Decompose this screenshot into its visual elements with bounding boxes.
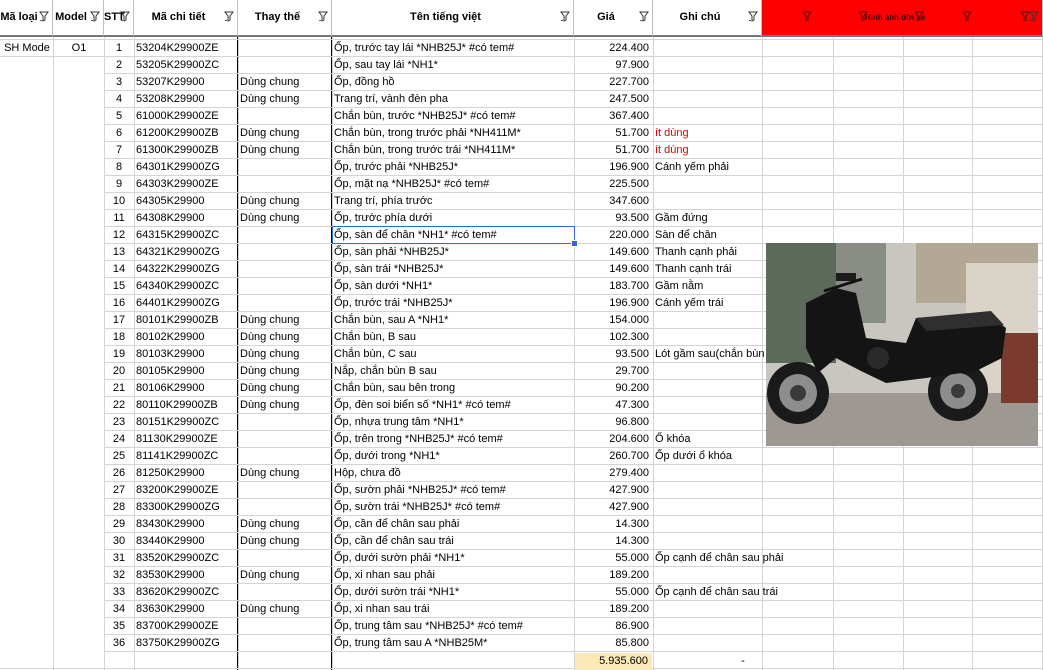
replacement-cell[interactable]: Dùng chung (240, 144, 300, 156)
stt-cell[interactable]: 14 (112, 263, 126, 275)
part-code-cell[interactable]: 80101K29900ZB (136, 314, 219, 326)
stt-cell[interactable]: 18 (112, 331, 126, 343)
part-code-cell[interactable]: 53207K29900 (136, 76, 205, 88)
stt-cell[interactable]: 17 (112, 314, 126, 326)
price-cell[interactable]: 247.500 (609, 93, 649, 105)
replacement-cell[interactable] (238, 40, 332, 57)
filter-dropdown-icon[interactable] (962, 10, 972, 22)
replacement-cell[interactable]: Dùng chung (240, 382, 300, 394)
part-code-cell[interactable]: 64301K29900ZG (136, 161, 220, 173)
header-ma-chi-tiet[interactable] (134, 0, 238, 37)
price-cell[interactable]: 102.300 (609, 331, 649, 343)
note-cell[interactable]: Thanh cạnh phải (655, 246, 737, 258)
note-cell[interactable] (653, 40, 823, 57)
part-name-cell[interactable]: Ốp, nhựa trung tâm *NH1* (334, 416, 464, 428)
replacement-cell[interactable] (238, 261, 332, 278)
stt-cell[interactable]: 2 (115, 59, 123, 71)
part-name-cell[interactable]: Ốp, xi nhan sau trái (334, 603, 430, 615)
part-name-cell[interactable]: Chắn bùn, C sau (334, 348, 417, 360)
stt-cell[interactable]: 35 (112, 620, 126, 632)
stt-cell[interactable]: 33 (112, 586, 126, 598)
note-cell[interactable]: Ốp cạnh để chân sau phải (655, 552, 784, 564)
stt-cell[interactable]: 21 (112, 382, 126, 394)
part-code-cell[interactable]: 80110K29900ZB (136, 399, 218, 411)
filter-dropdown-icon[interactable] (748, 10, 758, 22)
note-cell[interactable]: Cánh yếm trái (655, 297, 724, 309)
price-cell[interactable]: 189.200 (609, 569, 649, 581)
note-cell[interactable]: Sàn để chân (655, 229, 717, 241)
note-cell[interactable] (653, 618, 823, 635)
total-price-cell[interactable]: 5.935.600 (599, 655, 648, 667)
stt-cell[interactable]: 7 (115, 144, 123, 156)
price-cell[interactable]: 51.700 (615, 127, 649, 139)
stt-cell[interactable]: 15 (112, 280, 126, 292)
replacement-cell[interactable] (238, 431, 332, 448)
part-name-cell[interactable]: Chắn bùn, trong trước trái *NH411M* (334, 144, 516, 156)
stt-cell[interactable]: 23 (112, 416, 126, 428)
replacement-cell[interactable] (238, 159, 332, 176)
part-code-cell[interactable]: 81250K29900 (136, 467, 205, 479)
filter-dropdown-icon[interactable] (39, 10, 49, 22)
replacement-cell[interactable] (238, 295, 332, 312)
replacement-cell[interactable] (238, 618, 332, 635)
part-code-cell[interactable]: 83750K29900ZG (136, 637, 220, 649)
replacement-cell[interactable] (238, 57, 332, 74)
part-name-cell[interactable]: Ốp, dưới sườn trái *NH1* (334, 586, 460, 598)
header-label: Ghi chú (679, 11, 721, 23)
note-cell[interactable] (653, 533, 823, 550)
price-cell[interactable]: 96.800 (615, 416, 649, 428)
part-code-cell[interactable]: 53208K29900 (136, 93, 205, 105)
part-name-cell[interactable]: Ốp, đèn soi biển số *NH1* #có tem# (334, 399, 511, 411)
filter-dropdown-icon[interactable] (318, 10, 328, 22)
note-cell[interactable] (653, 108, 823, 125)
stt-cell[interactable]: 11 (113, 212, 125, 224)
part-code-cell[interactable]: 64305K29900 (136, 195, 205, 207)
note-cell[interactable] (653, 193, 823, 210)
filter-dropdown-icon[interactable] (90, 10, 100, 22)
header-ma-loai[interactable] (0, 0, 53, 37)
header-label: Tên tiếng việt (410, 11, 481, 23)
stt-cell[interactable]: 29 (112, 518, 126, 530)
part-code-cell[interactable]: 81141K29900ZC (136, 450, 219, 462)
price-cell[interactable]: 427.900 (609, 501, 649, 513)
note-cell[interactable] (653, 74, 823, 91)
part-name-cell[interactable]: Ốp, dưới trong *NH1* (334, 450, 440, 462)
stt-cell[interactable]: 16 (112, 297, 126, 309)
stt-cell[interactable]: 8 (115, 161, 123, 173)
price-cell[interactable]: 51.700 (615, 144, 649, 156)
header-model[interactable] (53, 0, 104, 37)
part-name-cell[interactable]: Ốp, sàn để chân *NH1* #có tem# (334, 229, 497, 241)
part-name-cell[interactable]: Ốp, trước phải *NHB25J* (334, 161, 459, 173)
filter-dropdown-icon[interactable] (802, 10, 812, 22)
replacement-cell[interactable] (238, 482, 332, 499)
stt-cell[interactable]: 19 (112, 348, 126, 360)
price-cell[interactable]: 260.700 (609, 450, 649, 462)
price-cell[interactable]: 90.200 (615, 382, 649, 394)
stt-cell[interactable]: 5 (115, 110, 123, 122)
price-cell[interactable]: 347.600 (609, 195, 649, 207)
note-cell[interactable] (653, 57, 823, 74)
note-cell[interactable] (653, 635, 823, 652)
header-ten-tieng-viet[interactable] (332, 0, 574, 37)
replacement-cell[interactable]: Dùng chung (240, 76, 300, 88)
price-cell[interactable]: 227.700 (609, 76, 649, 88)
note-cell[interactable] (653, 601, 823, 618)
part-code-cell[interactable]: 80105K29900 (136, 365, 205, 377)
price-cell[interactable]: 14.300 (615, 518, 649, 530)
header-hinh-anh[interactable] (762, 0, 1043, 37)
price-cell[interactable]: 86.900 (615, 620, 649, 632)
replacement-cell[interactable] (238, 108, 332, 125)
filter-dropdown-icon[interactable] (1020, 10, 1030, 22)
part-name-cell[interactable]: Ốp, sau tay lái *NH1* (334, 59, 438, 71)
replacement-cell[interactable]: Dùng chung (240, 603, 300, 615)
selected-cell-outline (332, 226, 575, 244)
row-gridline (0, 668, 1043, 669)
part-name-cell[interactable]: Trang trí, vành đèn pha (334, 93, 448, 105)
replacement-cell[interactable]: Dùng chung (240, 569, 300, 581)
replacement-cell[interactable]: Dùng chung (240, 535, 300, 547)
note-cell[interactable]: Lót gầm sau(chắn bùn (655, 348, 765, 360)
replacement-cell[interactable] (238, 499, 332, 516)
total-dash-cell[interactable]: - (741, 655, 745, 667)
price-cell[interactable]: 367.400 (609, 110, 649, 122)
part-name-cell[interactable]: Ốp, sườn trái *NHB25J* #có tem# (334, 501, 501, 513)
price-cell[interactable]: 225.500 (609, 178, 649, 190)
note-cell[interactable] (653, 91, 823, 108)
note-cell[interactable] (653, 567, 823, 584)
note-cell[interactable]: Gầm nằm (655, 280, 704, 292)
header-label: Model (55, 11, 87, 23)
part-code-cell[interactable]: 53204K29900ZE (136, 42, 219, 54)
part-code-cell[interactable]: 80102K29900 (136, 331, 205, 343)
header-thay-the[interactable] (238, 0, 332, 37)
replacement-cell[interactable]: Dùng chung (240, 348, 300, 360)
price-cell[interactable]: 97.900 (615, 59, 649, 71)
stt-cell[interactable]: 24 (112, 433, 126, 445)
part-name-cell[interactable]: Hộp, chưa đồ (334, 467, 401, 479)
header-stt[interactable] (104, 0, 134, 37)
price-cell[interactable]: 196.900 (609, 161, 649, 173)
replacement-cell[interactable]: Dùng chung (240, 212, 300, 224)
price-cell[interactable]: 279.400 (609, 467, 649, 479)
part-code-cell[interactable]: 53205K29900ZC (136, 59, 220, 71)
note-cell[interactable]: Ổ khóa (655, 433, 691, 445)
replacement-cell[interactable] (238, 448, 332, 465)
part-name-cell[interactable]: Ốp, sàn dưới *NH1* (334, 280, 433, 292)
part-code-cell[interactable]: 61200K29900ZB (136, 127, 219, 139)
stt-cell[interactable]: 30 (112, 535, 126, 547)
stt-cell[interactable]: 9 (115, 178, 123, 190)
header-label: Hình ảnh đời xe (864, 13, 926, 22)
replacement-cell[interactable]: Dùng chung (240, 399, 300, 411)
note-cell[interactable]: ít dùng (655, 144, 689, 156)
price-cell[interactable]: 154.000 (609, 314, 649, 326)
header-gia[interactable] (574, 0, 653, 37)
replacement-cell[interactable]: Dùng chung (240, 127, 300, 139)
fill-handle[interactable] (571, 240, 578, 247)
stt-cell[interactable]: 34 (112, 603, 126, 615)
part-name-cell[interactable]: Nắp, chắn bùn B sau (334, 365, 437, 377)
part-name-cell[interactable]: Ốp, sàn phải *NHB25J* (334, 246, 449, 258)
header-label: Thay thế (254, 11, 301, 23)
price-cell[interactable]: 47.300 (615, 399, 649, 411)
part-code-cell[interactable]: 64315K29900ZC (136, 229, 220, 241)
part-name-cell[interactable]: Chắn bùn, trước *NHB25J* #có tem# (334, 110, 516, 122)
note-cell[interactable]: ít dùng (655, 127, 689, 139)
price-cell[interactable]: 196.900 (609, 297, 649, 309)
part-code-cell[interactable]: 83440K29900 (136, 535, 205, 547)
part-name-cell[interactable]: Ốp, trung tâm sau *NHB25J* #có tem# (334, 620, 523, 632)
part-name-cell[interactable]: Ốp, trước phía dưới (334, 212, 433, 224)
part-code-cell[interactable]: 64340K29900ZC (136, 280, 220, 292)
price-cell[interactable]: 55.000 (615, 552, 649, 564)
price-cell[interactable]: 189.200 (609, 603, 649, 615)
filter-dropdown-icon[interactable] (858, 10, 868, 22)
part-code-cell[interactable]: 61300K29900ZB (136, 144, 219, 156)
part-code-cell[interactable]: 80106K29900 (136, 382, 205, 394)
part-code-cell[interactable]: 80151K29900ZC (136, 416, 220, 428)
stt-cell[interactable]: 10 (112, 195, 126, 207)
stt-cell[interactable]: 3 (115, 76, 123, 88)
stt-cell[interactable]: 31 (112, 552, 126, 564)
stt-cell[interactable]: 12 (112, 229, 126, 241)
part-code-cell[interactable]: 64321K29900ZG (136, 246, 220, 258)
price-cell[interactable]: 149.600 (609, 246, 649, 258)
stt-cell[interactable]: 22 (112, 399, 126, 411)
note-cell[interactable]: Ốp dưới ổ khóa (655, 450, 732, 462)
filter-dropdown-icon[interactable] (1029, 10, 1039, 22)
price-cell[interactable]: 204.600 (609, 433, 649, 445)
stt-cell[interactable]: 20 (112, 365, 126, 377)
stt-cell[interactable]: 13 (112, 246, 126, 258)
price-cell[interactable]: 183.700 (609, 280, 649, 292)
replacement-cell[interactable]: Dùng chung (240, 518, 300, 530)
filter-dropdown-icon[interactable] (224, 10, 234, 22)
part-name-cell[interactable]: Ốp, trung tâm sau A *NHB25M* (334, 637, 488, 649)
stt-cell[interactable]: 25 (112, 450, 126, 462)
stt-cell[interactable]: 36 (112, 637, 126, 649)
price-cell[interactable]: 85.800 (615, 637, 649, 649)
stt-cell[interactable]: 4 (115, 93, 123, 105)
replacement-cell[interactable]: Dùng chung (240, 195, 300, 207)
part-name-cell[interactable]: Chắn bùn, sau bên trong (334, 382, 456, 394)
part-code-cell[interactable]: 83530K29900 (136, 569, 205, 581)
stt-cell[interactable]: 27 (112, 484, 126, 496)
scooter-photo[interactable] (766, 243, 1038, 446)
note-cell[interactable]: Ốp cạnh để chân sau trái (655, 586, 778, 598)
part-name-cell[interactable]: Ốp, sườn phải *NHB25J* #có tem# (334, 484, 506, 496)
part-name-cell[interactable]: Ốp, trước tay lái *NHB25J* #có tem# (334, 42, 515, 54)
part-name-cell[interactable]: Ốp, sàn trái *NHB25J* (334, 263, 444, 275)
part-code-cell[interactable]: 83300K29900ZG (136, 501, 220, 513)
replacement-cell[interactable]: Dùng chung (240, 331, 300, 343)
part-code-cell[interactable]: 83700K29900ZE (136, 620, 219, 632)
part-name-cell[interactable]: Ốp, đồng hồ (334, 76, 395, 88)
replacement-cell[interactable] (238, 244, 332, 261)
price-cell[interactable]: 29.700 (615, 365, 649, 377)
part-name-cell[interactable]: Chắn bùn, trong trước phải *NH411M* (334, 127, 521, 139)
part-name-cell[interactable]: Ốp, trên trong *NHB25J* #có tem# (334, 433, 503, 445)
part-code-cell[interactable]: 80103K29900 (136, 348, 205, 360)
part-name-cell[interactable]: Ốp, xi nhan sau phải (334, 569, 435, 581)
stt-cell[interactable]: 32 (112, 569, 126, 581)
replacement-cell[interactable]: Dùng chung (240, 314, 300, 326)
note-cell[interactable] (653, 465, 823, 482)
part-code-cell[interactable]: 83620K29900ZC (136, 586, 220, 598)
replacement-cell[interactable]: Dùng chung (240, 467, 300, 479)
header-label: STT (104, 11, 125, 23)
model-cell[interactable]: O1 (71, 42, 87, 54)
price-cell[interactable]: 220.000 (609, 229, 649, 241)
stt-cell[interactable]: 1 (115, 42, 123, 54)
scooter-image (766, 243, 1038, 446)
ma-loai-cell[interactable]: SH Mode (4, 42, 50, 54)
column-gridline (53, 37, 54, 670)
price-cell[interactable]: 149.600 (609, 263, 649, 275)
replacement-cell[interactable] (238, 278, 332, 295)
stt-cell[interactable]: 26 (112, 467, 126, 479)
note-cell[interactable] (653, 499, 823, 516)
replacement-cell[interactable] (238, 584, 332, 601)
stt-cell[interactable]: 28 (112, 501, 126, 513)
replacement-cell[interactable]: Dùng chung (240, 365, 300, 377)
replacement-cell[interactable]: Dùng chung (240, 93, 300, 105)
filter-dropdown-icon[interactable] (120, 10, 130, 22)
part-code-cell[interactable]: 64308K29900 (136, 212, 205, 224)
replacement-cell[interactable] (238, 176, 332, 193)
price-cell[interactable]: 55.000 (615, 586, 649, 598)
price-cell[interactable]: 93.500 (615, 348, 649, 360)
note-cell[interactable] (653, 482, 823, 499)
replacement-cell[interactable] (238, 635, 332, 652)
note-cell[interactable] (653, 176, 823, 193)
part-name-cell[interactable]: Ốp, cần để chân sau phải (334, 518, 460, 530)
part-code-cell[interactable]: 81130K29900ZE (136, 433, 218, 445)
price-cell[interactable]: 224.400 (609, 42, 649, 54)
note-cell[interactable]: Gầm đứng (655, 212, 708, 224)
header-label: Mã loại (0, 11, 38, 23)
part-code-cell[interactable]: 64401K29900ZG (136, 297, 220, 309)
part-name-cell[interactable]: Ốp, cần để chân sau trái (334, 535, 454, 547)
part-name-cell[interactable]: Ốp, mặt nạ *NHB25J* #có tem# (334, 178, 490, 190)
part-code-cell[interactable]: 83520K29900ZC (136, 552, 220, 564)
part-code-cell[interactable]: 83200K29900ZE (136, 484, 219, 496)
part-code-cell[interactable]: 61000K29900ZE (136, 110, 219, 122)
part-code-cell[interactable]: 64303K29900ZE (136, 178, 219, 190)
filter-dropdown-icon[interactable] (639, 10, 649, 22)
note-cell[interactable]: Cánh yếm phải (655, 161, 729, 173)
filter-dropdown-icon[interactable] (560, 10, 570, 22)
part-name-cell[interactable]: Chắn bùn, B sau (334, 331, 416, 343)
part-name-cell[interactable]: Ốp, dưới sườn phải *NH1* (334, 552, 465, 564)
part-code-cell[interactable]: 83630K29900 (136, 603, 205, 615)
note-cell[interactable]: Thanh cạnh trái (655, 263, 732, 275)
header-label: Giá (597, 11, 615, 23)
part-code-cell[interactable]: 64322K29900ZG (136, 263, 220, 275)
part-name-cell[interactable]: Chắn bùn, sau A *NH1* (334, 314, 449, 326)
replacement-cell[interactable] (238, 550, 332, 567)
price-cell[interactable]: 427.900 (609, 484, 649, 496)
filter-dropdown-icon[interactable] (914, 10, 924, 22)
part-code-cell[interactable]: 83430K29900 (136, 518, 205, 530)
replacement-cell[interactable] (238, 227, 332, 244)
replacement-cell[interactable] (238, 414, 332, 431)
price-cell[interactable]: 93.500 (615, 212, 649, 224)
part-name-cell[interactable]: Trang trí, phía trước (334, 195, 433, 207)
price-cell[interactable]: 14.300 (615, 535, 649, 547)
header-label: Mã chi tiết (151, 11, 206, 23)
part-name-cell[interactable]: Ốp, trước trái *NHB25J* (334, 297, 453, 309)
stt-cell[interactable]: 6 (115, 127, 123, 139)
note-cell[interactable] (653, 516, 823, 533)
header-ghi-chu[interactable] (653, 0, 762, 37)
